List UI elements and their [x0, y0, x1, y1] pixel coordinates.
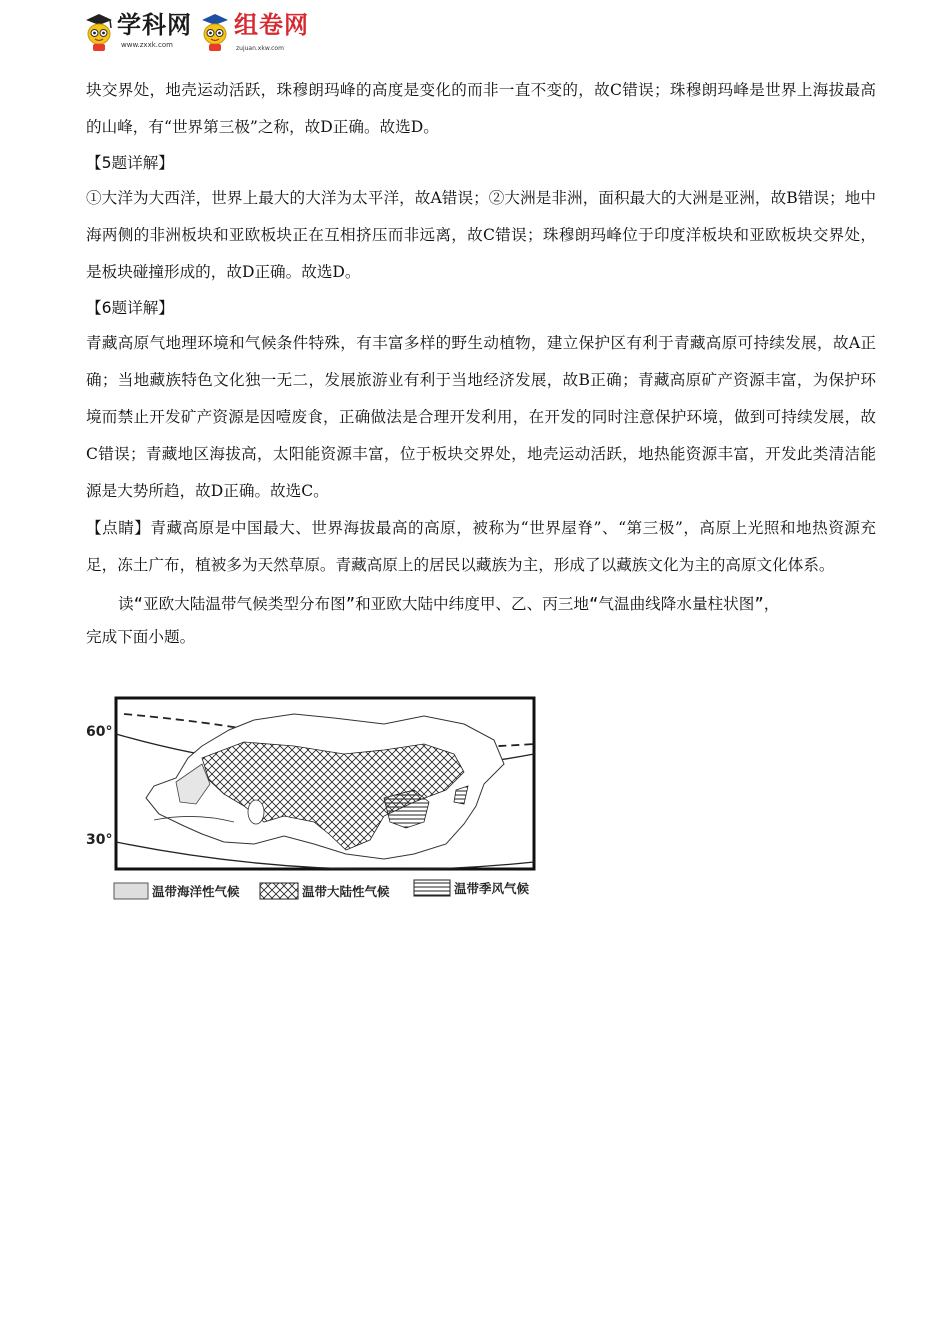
intro-line-1: 读“亚欧大陆温带气候类型分布图”和亚欧大陆中纬度甲、乙、丙三地“气温曲线降水量柱状图”，	[118, 595, 780, 613]
mascot-icon-2	[200, 12, 230, 52]
mascot-icon	[84, 12, 114, 52]
legend-label-monsoon: 温带季风气候	[454, 881, 530, 896]
paragraph-q4-tail: 块交界处，地壳运动活跃，珠穆朗玛峰的高度是变化的而非一直不变的，故C错误；珠穆朗玛峰是世界上海拔最高的山峰，有“世界第三极”之称，故D正确。故选D。	[86, 81, 876, 136]
map-legend	[114, 880, 530, 899]
latitude-30-label: 30°	[86, 832, 113, 848]
heading-q6: 【6题详解】	[86, 299, 174, 317]
intro-line-2: 完成下面小题。	[86, 628, 196, 646]
logo-zujuanwang: 组卷网	[234, 11, 309, 39]
heading-q5: 【5题详解】	[86, 154, 174, 172]
latitude-60-label: 60°	[86, 724, 113, 740]
eurasia-climate-map	[84, 694, 544, 906]
paragraph-q5: ①大洋为大西洋，世界上最大的大洋为太平洋，故A错误；②大洲是非洲，面积最大的大洲是亚洲，故B错误；地中海两侧的非洲板块和亚欧板块正在互相挤压而非远离，故C错误；珠穆朗玛峰位于印度洋板块和亚欧板块交界处，是板块碰撞形成的，故D正确。故选D。	[86, 189, 876, 281]
document-body	[86, 72, 876, 654]
logo-xuekewang: 学科网	[117, 11, 192, 39]
tip-text: 青藏高原是中国最大、世界海拔最高的高原，被称为“世界屋脊”、“第三极”，高原上光照和地热资源充足，冻土广布，植被多为天然草原。青藏高原上的居民以藏族为主，形成了以藏族文化为主的高原文化体系。	[86, 519, 876, 574]
legend-label-maritime: 温带海洋性气候	[152, 884, 240, 899]
legend-label-continental: 温带大陆性气候	[302, 884, 390, 899]
tip-label: 【点睛】	[86, 519, 151, 537]
legend-swatch-monsoon	[414, 880, 450, 896]
paragraph-q6: 青藏高原气地理环境和气候条件特殊，有丰富多样的野生动植物，建立保护区有利于青藏高原可持续发展，故A正确；当地藏族特色文化独一无二，发展旅游业有利于当地经济发展，故B正确；青藏高原矿产资源丰富，为保护环境而禁止开发矿产资源是因噎废食，正确做法是合理开发利用，在开发的同时注意保护环境，做到可持续发展，故C错误；青藏地区海拔高，太阳能资源丰富，位于板块交界处，地壳运动活跃，地热能资源丰富，开发此类清洁能源是大势所趋，故D正确。故选C。	[86, 334, 876, 500]
paragraph-tip	[86, 510, 876, 584]
logo-xuekewang-url: www.zxxk.com	[121, 41, 173, 49]
caspian-sea	[248, 800, 264, 824]
legend-swatch-continental	[260, 883, 298, 899]
legend-swatch-maritime	[114, 883, 148, 899]
header-logo	[84, 10, 324, 54]
logo-zujuanwang-url: zujuan.xkw.com	[236, 45, 284, 52]
